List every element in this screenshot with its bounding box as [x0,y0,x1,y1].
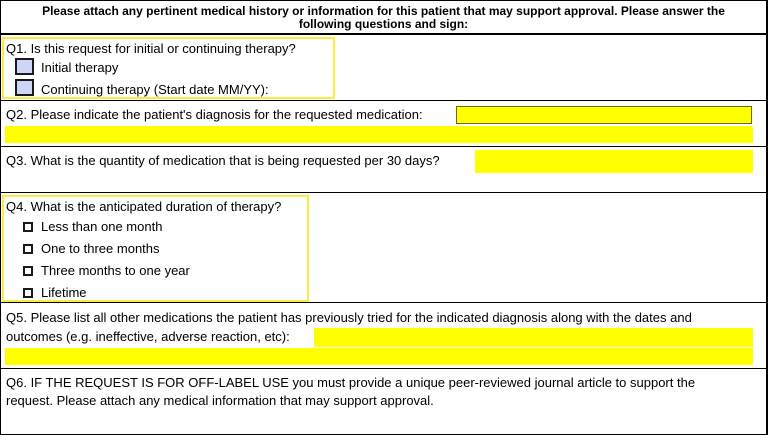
lifetime-checkbox[interactable] [23,288,33,298]
diagnosis-input[interactable] [456,106,752,124]
three-months-to-one-year-label: Three months to one year [41,263,190,278]
q1-question: Q1. Is this request for initial or continuing therapy? [6,41,296,56]
q6-section [1,369,766,436]
q4-question: Q4. What is the anticipated duration of therapy? [6,199,282,214]
q2-section [1,101,766,147]
q2-question: Q2. Please indicate the patient's diagnosis for the requested medication: [6,107,423,122]
less-than-one-month-checkbox[interactable] [23,222,33,232]
continuing-therapy-checkbox[interactable] [15,79,34,96]
q4-section [1,193,766,303]
one-to-three-months-checkbox[interactable] [23,244,33,254]
previous-medications-input[interactable] [314,328,753,347]
q5-question-line-2: outcomes (e.g. ineffective, adverse reaction, etc): [6,329,290,344]
continuing-therapy-label: Continuing therapy (Start date MM/YY): [41,82,269,97]
initial-therapy-checkbox[interactable] [15,58,34,75]
q6-question-line-2: request. Please attach any medical information that may support approval. [6,393,434,408]
instructions-line-1: Please attach any pertinent medical history or information for this patient that may support approval. Please answer the [42,4,725,18]
form-instructions-header [1,1,766,35]
q5-section [1,303,766,369]
previous-medications-input-line-2[interactable] [5,348,753,365]
q3-section [1,147,766,193]
q1-section [1,37,766,101]
quantity-input[interactable] [475,150,753,173]
q6-question-line-1: Q6. IF THE REQUEST IS FOR OFF-LABEL USE you must provide a unique peer-reviewed journal article to support the [6,375,696,390]
q5-question-line-1: Q5. Please list all other medications the patient has previously tried for the indicated diagnosis along with the dates and [6,310,692,325]
lifetime-label: Lifetime [41,285,87,300]
three-months-to-one-year-checkbox[interactable] [23,266,33,276]
diagnosis-input-line-2[interactable] [5,126,753,143]
less-than-one-month-label: Less than one month [41,219,163,234]
instructions-line-2: following questions and sign: [298,17,469,31]
q3-question: Q3. What is the quantity of medication that is being requested per 30 days? [6,153,440,168]
initial-therapy-label: Initial therapy [41,60,119,75]
one-to-three-months-label: One to three months [41,241,160,256]
